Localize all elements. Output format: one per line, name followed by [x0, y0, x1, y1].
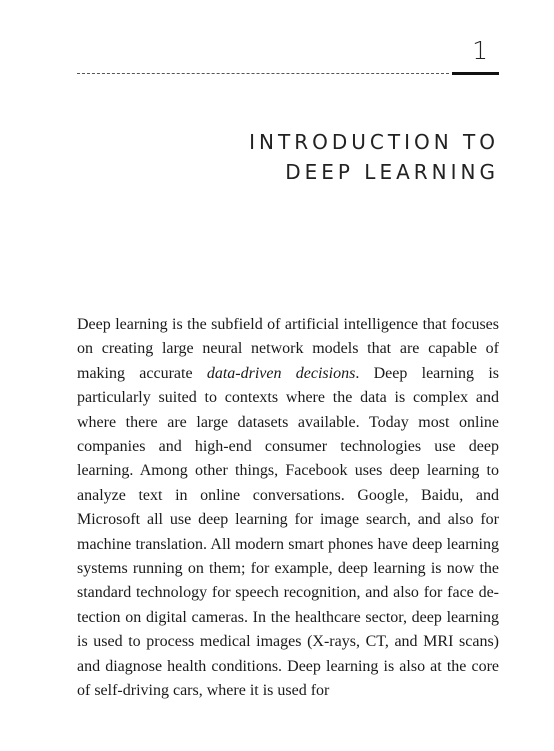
body-text-part-1: Deep learning is the subfield of artificial intelligence that focuses on creating large neural network models that are capable of making accurate [77, 316, 499, 382]
chapter-title-line-1: INTRODUCTION TO [249, 130, 499, 154]
solid-divider [452, 72, 499, 75]
chapter-title-line-2: DEEP LEARNING [285, 160, 499, 184]
body-text-part-2: . Deep learning is particularly suited to contexts where the data is complex and where there are large datasets available. Today most online companies and high-end consumer technologies use deep learning. Among other things, Facebook uses deep learning to analyze text in online conversations. Google, Baidu, and Microsoft all use deep learning for image search, and also for machine translation. All modern smart phones have deep learning systems running on them; for example, deep learning is now the standard technology for speech recognition, and also for face detection on digital cameras. In the healthcare sector, deep learning is used to process medical images (X-rays, CT, and MRI scans) and diagnose health conditions. Deep learning is also at the core of self-driving cars, where it is used for [77, 364, 499, 700]
body-paragraph [77, 313, 499, 704]
emphasis-data-driven-decisions: data-driven decisions [206, 364, 356, 382]
dotted-divider [77, 73, 449, 74]
chapter-title [249, 127, 499, 187]
chapter-number: 1 [472, 36, 488, 65]
